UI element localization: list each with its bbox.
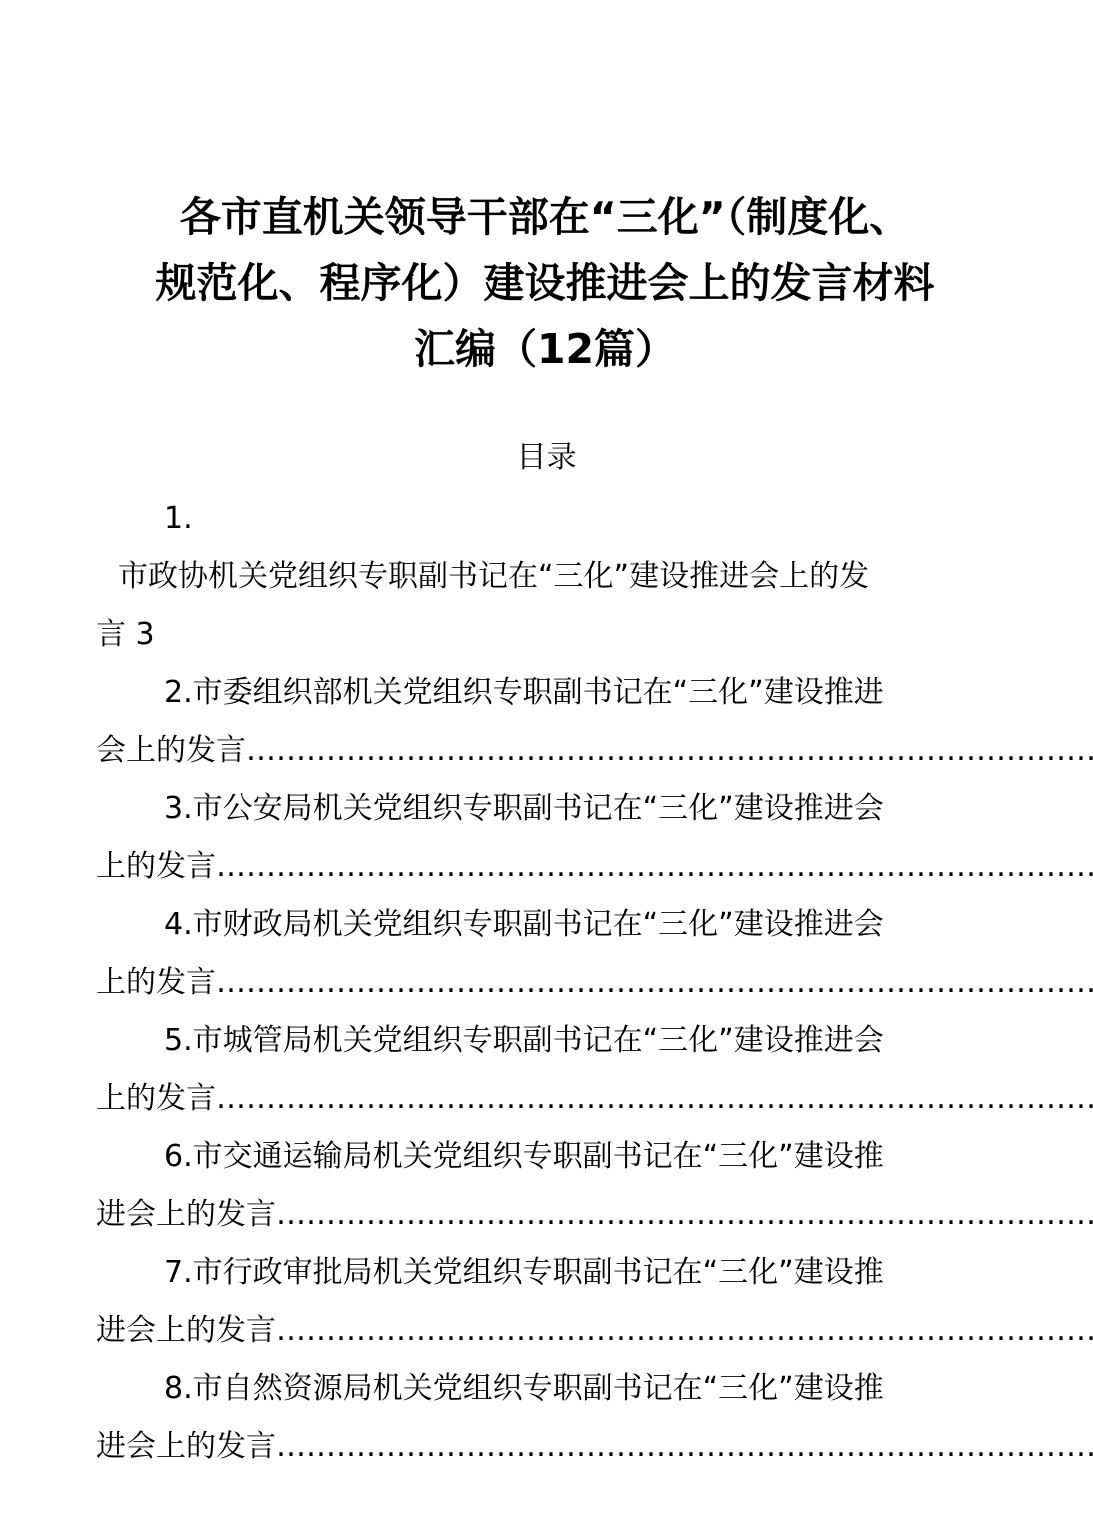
leader-dots [216, 954, 1093, 1012]
toc-entry-5-line1[interactable]: 5.市城管局机关党组织专职副书记在“三化”建设推进会 [164, 1023, 884, 1058]
toc-entry-5-text: 上的发言 [96, 1081, 216, 1116]
toc-entry-2-line2[interactable] [96, 722, 1093, 780]
leader-dots [216, 1070, 1093, 1128]
title-line-3: 汇编（12篇） [413, 325, 677, 373]
toc-entry-1-number[interactable]: 1. [164, 501, 193, 536]
leader-dots [276, 1302, 1093, 1360]
toc-entry-1-line2[interactable]: 言 3 [96, 617, 155, 652]
toc-entry-8-line1[interactable]: 8.市自然资源局机关党组织专职副书记在“三化”建设推 [164, 1371, 884, 1406]
toc-entry-8-text: 进会上的发言 [96, 1429, 276, 1464]
toc-entry-6-text: 进会上的发言 [96, 1197, 276, 1232]
toc-entry-3-line1[interactable]: 3.市公安局机关党组织专职副书记在“三化”建设推进会 [164, 791, 884, 826]
toc-entry-7-line2[interactable] [96, 1302, 1093, 1360]
toc-entry-2-text: 会上的发言 [96, 733, 246, 768]
toc-entry-7-text: 进会上的发言 [96, 1313, 276, 1348]
toc-entry-2-line1[interactable]: 2.市委组织部机关党组织专职副书记在“三化”建设推进 [164, 675, 884, 710]
toc-entry-1-line1[interactable]: 市政协机关党组织专职副书记在“三化”建设推进会上的发 [118, 559, 870, 594]
toc-entry-5-line2[interactable] [96, 1070, 1093, 1128]
title-line-2: 规范化、程序化）建设推进会上的发言材料 [155, 259, 935, 307]
document-title [80, 184, 1010, 382]
toc-entry-7-line1[interactable]: 7.市行政审批局机关党组织专职副书记在“三化”建设推 [164, 1255, 884, 1290]
toc-entry-3-line2[interactable] [96, 838, 1093, 896]
toc-entry-6-line2[interactable] [96, 1186, 1093, 1244]
title-line-1: 各市直机关领导干部在“三化”（制度化、 [179, 193, 911, 241]
toc-entry-4-line2[interactable] [96, 954, 1093, 1012]
leader-dots [216, 838, 1093, 896]
toc-entry-4-line1[interactable]: 4.市财政局机关党组织专职副书记在“三化”建设推进会 [164, 907, 884, 942]
leader-dots [246, 722, 1093, 780]
toc-entry-4-text: 上的发言 [96, 965, 216, 1000]
leader-dots [276, 1418, 1093, 1476]
leader-dots [276, 1186, 1093, 1244]
toc-entry-6-line1[interactable]: 6.市交通运输局机关党组织专职副书记在“三化”建设推 [164, 1139, 884, 1174]
toc-entry-3-text: 上的发言 [96, 849, 216, 884]
toc-heading: 目录 [516, 440, 577, 475]
toc-entry-8-line2[interactable] [96, 1418, 1093, 1476]
table-of-contents [96, 490, 1093, 1476]
